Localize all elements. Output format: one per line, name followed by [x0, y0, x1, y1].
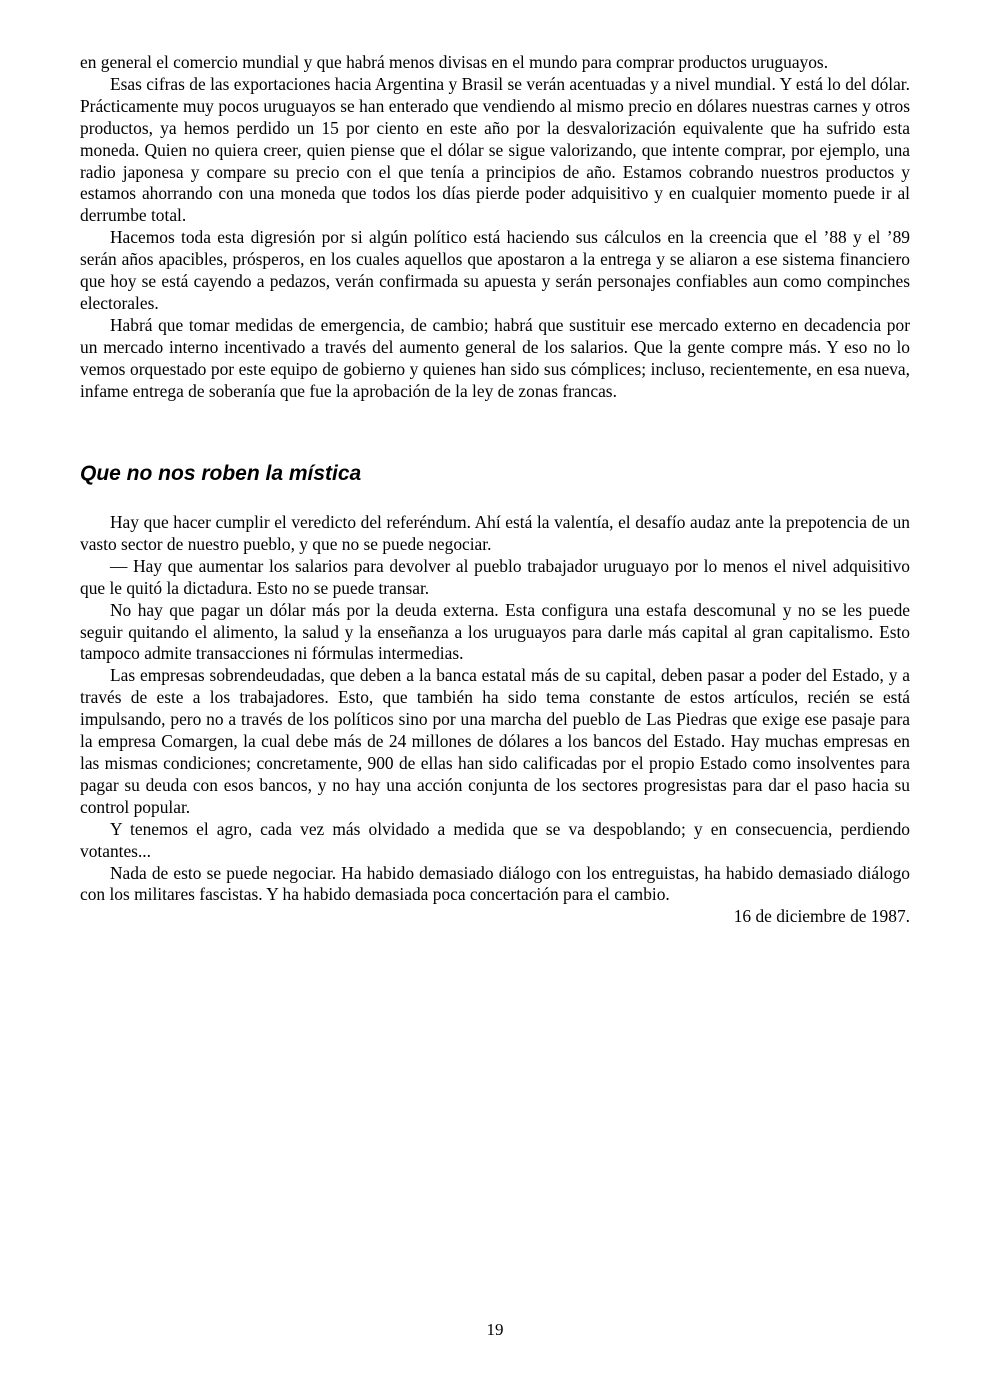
paragraph: Habrá que tomar medidas de emergencia, de cambio; habrá que sustituir ese mercado externo en decadencia por un mercado interno incentivado a través del aumento general de los salarios. Que la gente compre más. Y eso no lo vemos orquestado por este equipo de gobierno y quienes han sido sus cómplices; incluso, recientemente, en esa nueva, infame entrega de soberanía que fue la aprobación de la ley de zonas francas.: [80, 314, 910, 401]
paragraph: No hay que pagar un dólar más por la deuda externa. Esta configura una estafa descomunal y no se les puede seguir quitando el alimento, la salud y la enseñanza a los uruguayos para darle más capital al gran capitalismo. Esto tampoco admite transacciones ni fórmulas intermedias.: [80, 599, 910, 664]
paragraph: Las empresas sobrendeudadas, que deben a la banca estatal más de su capital, deben pasar a poder del Estado, y a través de este a los trabajadores. Esto, que también ha sido tema constante de estos artículos, recién se está impulsando, pero no a través de los políticos sino por una marcha del pueblo de Las Piedras que exige ese pasaje para la empresa Comargen, la cual debe más de 24 millones de dólares a los bancos del Estado. Hay muchas empresas en las mismas condiciones; concretamente, 900 de ellas han sido calificadas por el propio Estado como insolventes para pagar su deuda con esos bancos, y no hay una acción conjunta de los sectores progresistas para dar el paso hacia su control popular.: [80, 665, 910, 817]
paragraph: Esas cifras de las exportaciones hacia Argentina y Brasil se verán acentuadas y a nivel mundial. Y está lo del dólar. Prácticamente muy pocos uruguayos se han enterado que vendiendo al mismo precio en dólares nuestras carnes y otros productos, ya hemos perdido un 15 por ciento en este año por la desvalorización equivalente que ha sufrido esta moneda. Quien no quiera creer, quien piense que el dólar se sigue valorizando, que intente comprar, por ejemplo, una radio japonesa y compare su precio con el que tenía a principios de año. Estamos cobrando nuestros productos y estamos ahorrando con una moneda que todos los días pierde poder adquisitivo y en cualquier momento puede ir al derrumbe total.: [80, 73, 910, 226]
article-date: 16 de diciembre de 1987.: [733, 906, 910, 927]
text-section-2: [80, 512, 910, 928]
page-number: 19: [486, 1320, 504, 1339]
paragraph: Nada de esto se puede negociar. Ha habido demasiado diálogo con los entreguistas, ha habido demasiado diálogo con los militares fascistas. Y ha habido demasiada poca concertación para el cambio.: [80, 862, 910, 905]
paragraph: Hacemos toda esta digresión por si algún político está haciendo sus cálculos en la creencia que el ’88 y el ’89 serán años apacibles, prósperos, en los cuales aquellos que apostaron a la entrega y se aliaron a ese sistema financiero que hoy se está cayendo a pedazos, verán confirmada su apuesta y serán personajes confiables aun como compinches electorales.: [80, 227, 910, 313]
paragraph: Y tenemos el agro, cada vez más olvidado a medida que se va despoblando; y en consecuencia, perdiendo votantes...: [80, 818, 910, 861]
paragraph: Hay que hacer cumplir el veredicto del referéndum. Ahí está la valentía, el desafío audaz ante la prepotencia de un vasto sector de nuestro pueblo, y que no se puede negociar.: [80, 512, 910, 554]
paragraph: en general el comercio mundial y que habrá menos divisas en el mundo para comprar productos uruguayos.: [80, 52, 829, 72]
paragraph: — Hay que aumentar los salarios para devolver al pueblo trabajador uruguayo por lo menos el nivel adquisitivo que le quitó la dictadura. Esto no se puede transar.: [80, 555, 910, 598]
text-section-1: [80, 52, 910, 403]
section-heading: Que no nos roben la mística: [80, 462, 362, 485]
